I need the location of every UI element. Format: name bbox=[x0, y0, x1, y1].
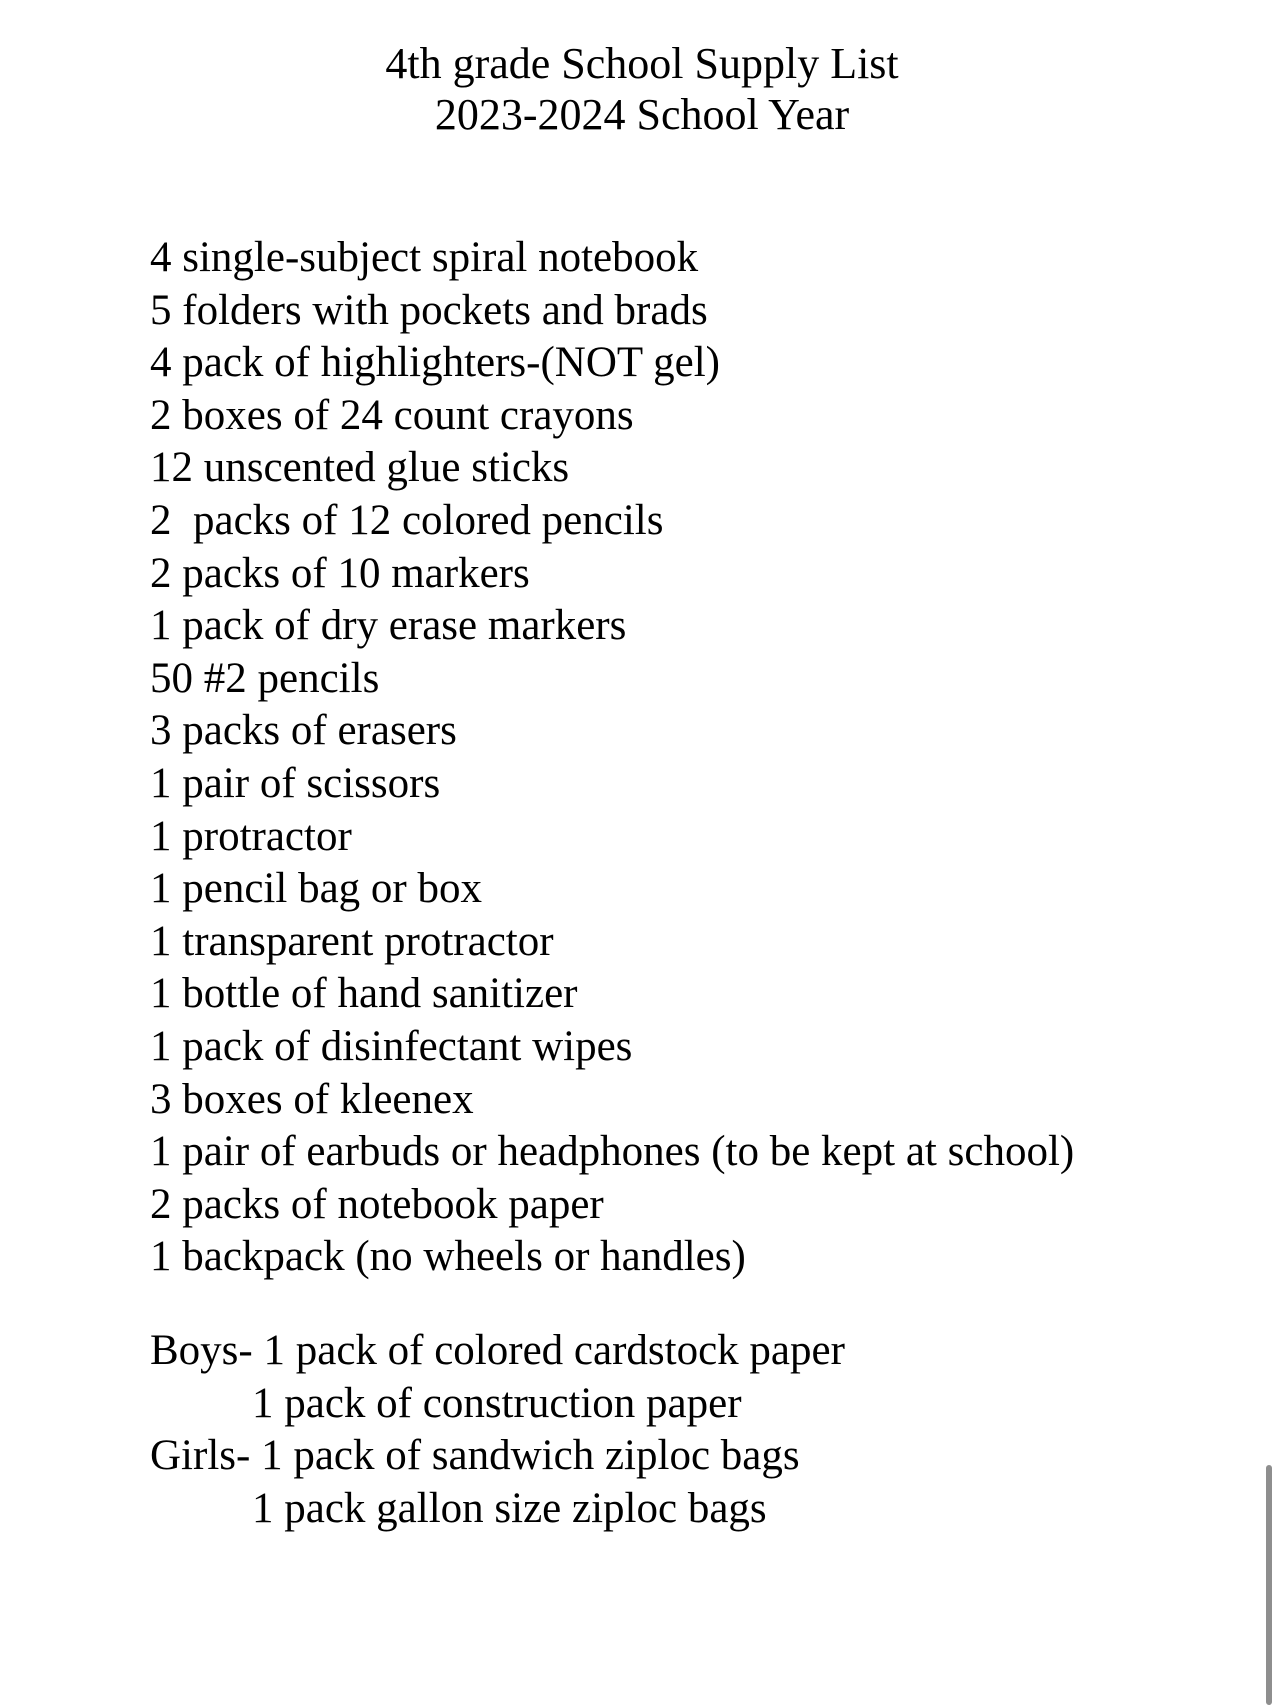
supply-list bbox=[150, 232, 1074, 1284]
list-item: 3 boxes of kleenex bbox=[150, 1075, 474, 1123]
list-item: 12 unscented glue sticks bbox=[150, 444, 570, 492]
list-item: 1 pack of dry erase markers bbox=[150, 602, 627, 650]
list-item: 2 packs of 10 markers bbox=[150, 549, 530, 597]
list-item: 5 folders with pockets and brads bbox=[150, 286, 708, 334]
list-item: 2 boxes of 24 count crayons bbox=[150, 391, 634, 439]
document-header bbox=[0, 38, 1284, 140]
list-item: 2 packs of 12 colored pencils bbox=[150, 496, 664, 544]
document-subtitle: 2023-2024 School Year bbox=[434, 90, 850, 139]
list-item: 1 pencil bag or box bbox=[150, 865, 482, 913]
list-item: 1 pack of disinfectant wipes bbox=[150, 1022, 633, 1070]
girls-line: Girls- 1 pack of sandwich ziploc bags bbox=[150, 1432, 800, 1479]
boys-line: Boys- 1 pack of colored cardstock paper bbox=[150, 1327, 845, 1374]
list-item: 1 bottle of hand sanitizer bbox=[150, 970, 578, 1018]
gender-specific-supplies bbox=[150, 1325, 845, 1535]
list-item: 1 protractor bbox=[150, 812, 352, 860]
girls-extra-line: 1 pack gallon size ziploc bags bbox=[252, 1484, 767, 1532]
list-item: 1 pair of scissors bbox=[150, 759, 441, 807]
list-item: 1 pair of earbuds or headphones (to be kept at school) bbox=[150, 1128, 1075, 1176]
list-item: 3 packs of erasers bbox=[150, 707, 457, 755]
boys-extra-line: 1 pack of construction paper bbox=[252, 1379, 742, 1427]
list-item: 4 single-subject spiral notebook bbox=[150, 234, 699, 281]
list-item: 4 pack of highlighters-(NOT gel) bbox=[150, 339, 721, 387]
list-item: 1 transparent protractor bbox=[150, 917, 554, 965]
list-item: 50 #2 pencils bbox=[150, 654, 380, 702]
list-item: 2 packs of notebook paper bbox=[150, 1180, 604, 1228]
vertical-scrollbar[interactable] bbox=[1266, 1465, 1272, 1705]
list-item: 1 backpack (no wheels or handles) bbox=[150, 1233, 746, 1281]
document-title: 4th grade School Supply List bbox=[385, 39, 899, 88]
